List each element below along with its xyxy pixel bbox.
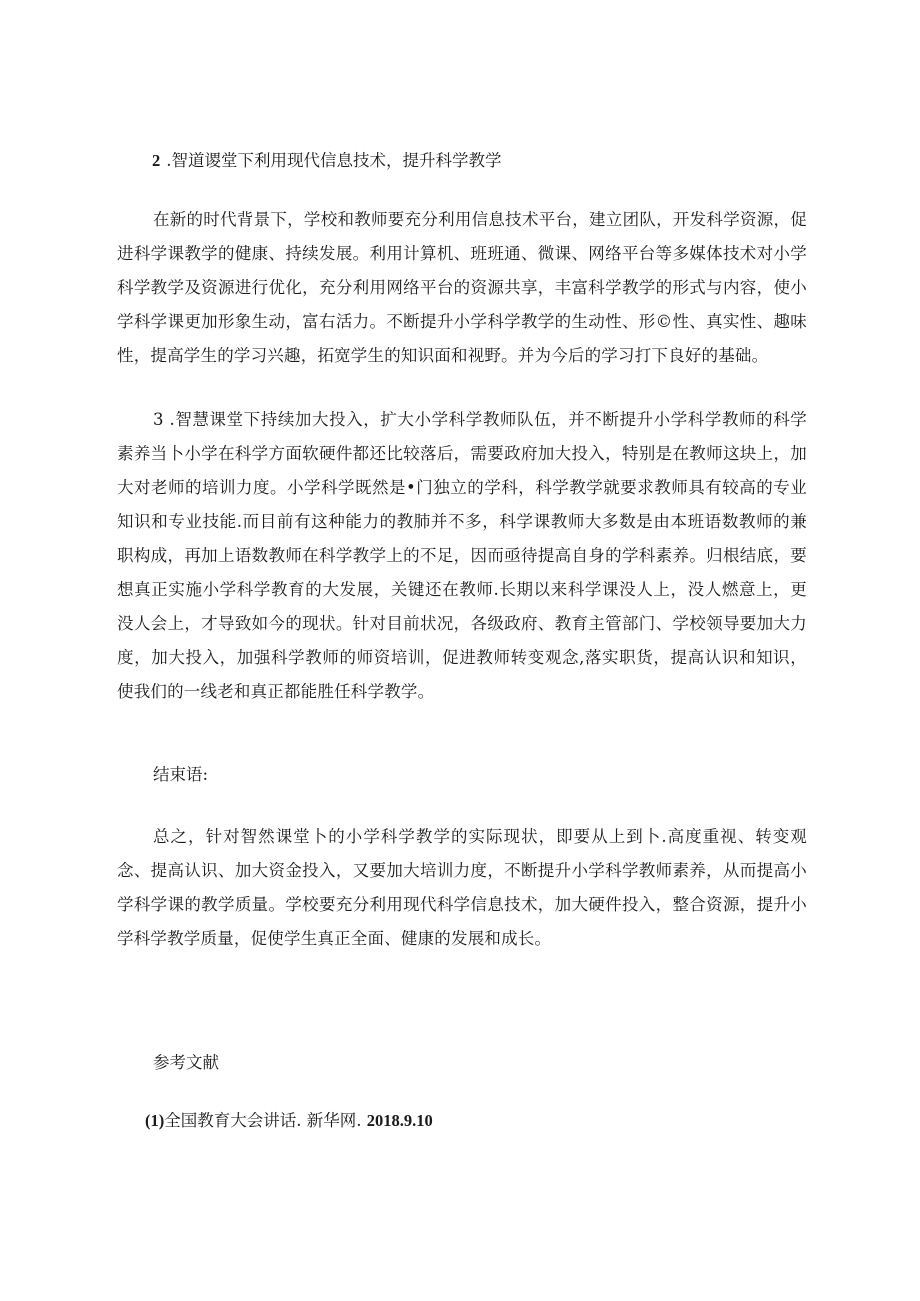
conclusion-paragraph: 总之，针对智然课堂卜的小学科学教学的实际现状，即要从上到卜.高度重视、转变观念、提高认识、加大资金投入，又要加大培训力度，不断提升小学科学教师素养，从而提高小学科学课的教学质量。学校要充分利用现代科学信息技术，加大硬件投入，整合资源，提升小学科学教学质量，促使学生真正全面、健康的发展和成长。 [117,827,807,948]
section-3-paragraph: 3 .智慧课堂下持续加大投入，扩大小学科学教师队伍，并不断提升小学科学教师的科学素养当卜小学在科学方面软硬件都还比较落后，需要政府加大投入，特别是在教师这块上，加大对老师的培训力度。小学科学既然是•门独立的学科，科学教学就要求教师具有较高的专业知识和专业技能.而目前有这种能力的教肺并不多，科学课教师大多数是由本班语数教师的兼职构成，再加上语数教师在科学教学上的不足，因而亟待提高自身的学科素养。归根结底，要想真正实施小学科学教育的大发展，关键还在教师.长期以来科学课没人上，没人燃意上，更没人会上，才导致如今的现状。针对目前状况，各级政府、教育主管部门、学校领导要加大力度，加大投入，加强科学教师的师资培训，促进教师转变观念,落实职货，提高认识和知识，使我们的一线老和真正都能胜任科学教学。 [117,410,807,701]
reference-text: 全国教育大会讲话. 新华网. [164,1111,367,1130]
reference-date: 2018.9.10 [366,1111,433,1130]
references-label: 参考文献 [153,1053,219,1072]
conclusion-label: 结束语: [153,765,209,784]
section-2-title: .智道谡堂下利用现代信息技术，提升科学教学 [166,151,502,170]
section-2-paragraph: 在新的时代背景下，学校和教师要充分利用信息技术平台，建立团队，开发科学资源，促进科学课教学的健康、持续发展。利用计算机、班班通、微课、网络平台等多媒体技术对小学科学教学及资源进行优化，充分利用网络平台的资源共享，丰富科学教学的形式与内容，使小学科学课更加形象生动，富右活力。不断提升小学科学教学的生动性、形©性、真实性、趣味性，提高学生的学习兴趣，拓宽学生的知识面和视野。并为今后的学习打下良好的基础。 [117,210,807,365]
reference-item-1 [145,1111,433,1131]
section-2-number: 2 [152,151,161,170]
section-2-heading [152,151,502,171]
reference-marker: (1) [145,1111,165,1130]
